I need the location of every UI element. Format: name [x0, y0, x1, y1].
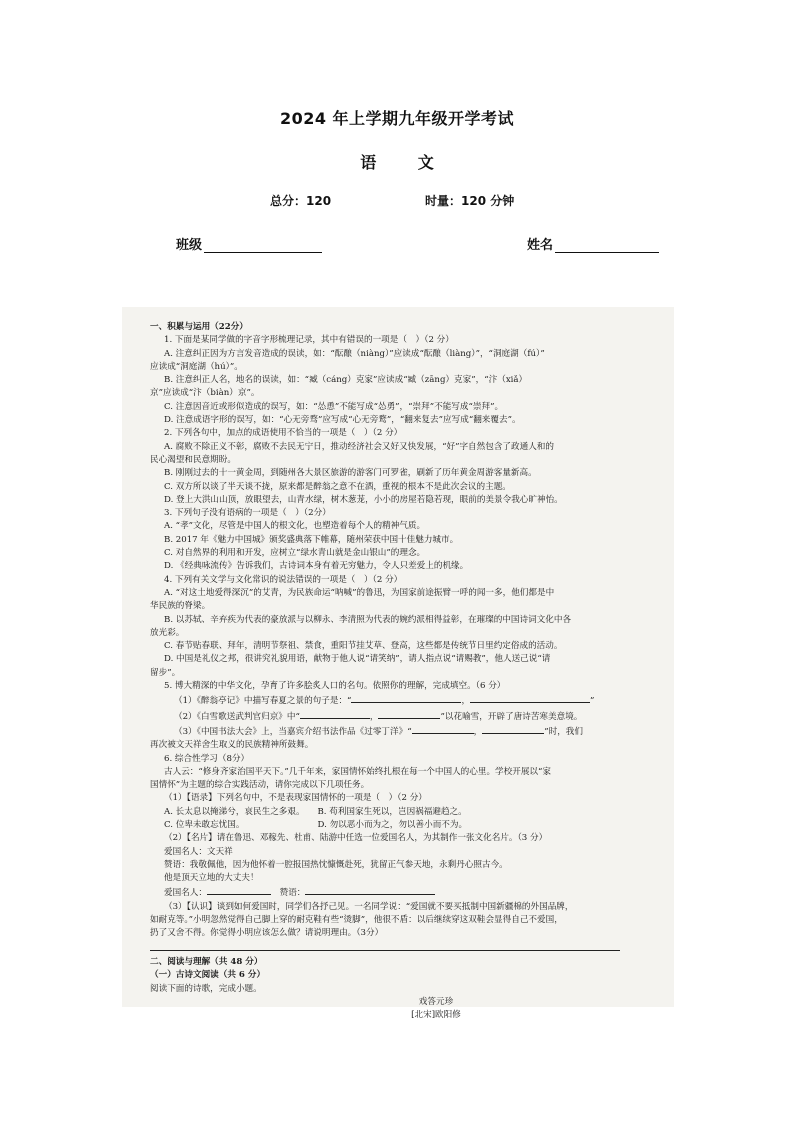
passage-line: 古人云：“修身齐家治国平天下。”几千年来，家国情怀始终扎根在每一个中国人的心里。学校开展以“家	[164, 766, 552, 777]
question-line: 4. 下列有关文学与文化常识的说法错误的一项是（ ）（2 分）	[164, 574, 403, 585]
option-line: B. 以苏轼、辛弃疾为代表的豪放派与以柳永、李清照为代表的婉约派相得益彰，在璀璨的中国诗词文化中各	[164, 614, 572, 625]
question-line: （3）【认识】谈到如何爱国时，同学们各抒己见。一名同学说：“爱国就不要买抵制中国新疆棉的外国品牌，	[164, 901, 574, 912]
option-line: B. 注意纠正人名，地名的误读，如：“臧（cáng）克家”应读成“臧（zāng）克家”，“汴（xiǎ）	[164, 375, 528, 386]
answer-blank[interactable]	[378, 709, 440, 719]
option-line: 民心渴望和民意期盼。	[150, 454, 236, 465]
option-line: C. 注意因音近或形似造成的误写，如：“怂恿”不能写成“怂勇”，“崇拜”不能写成“崇拜”。	[164, 401, 504, 412]
option-line: A. 注意纠正因为方言发音造成的误读，如：“酝酿（niàng）”应读成“酝酿（liàng）”，“洞庭湖（fú）”	[164, 348, 545, 359]
answer-blank[interactable]	[412, 724, 474, 734]
option-line: 华民族的脊梁。	[150, 601, 211, 612]
answer-blank[interactable]	[305, 885, 435, 895]
question-line: 3. 下列句子没有语病的一项是（ ）（2分）	[164, 508, 331, 519]
answer-blank[interactable]	[150, 941, 620, 951]
fill-blank-prompt: 赞语：	[279, 888, 306, 899]
option-line: D. 中国是礼仪之邦，很讲究礼貌用语，献物于他人说“请笑纳”，请人指点说“请赐教”，他人送己说“请	[164, 654, 551, 665]
exam-body	[150, 321, 662, 1022]
option-line: D. 登上大洪山山顶，放眼望去，山青水绿，树木葱茏，小小的房屋若隐若现，眼前的美景令我心旷神怡。	[164, 494, 563, 505]
fill-blank-line: （2）《白雪歌送武判官归京》中“ ， ”以花喻雪，开辟了唐诗苦寒美意境。	[150, 709, 662, 724]
fill-blank-prompt: （1）《醉翁亭记》中描写春夏之景的句子是：“	[174, 696, 352, 707]
option-line: C. 对自然界的利用和开发，应树立“绿水青山就是金山银山”的理念。	[164, 548, 426, 559]
question-line: 2. 下列各句中，加点的成语使用不恰当的一项是（ ）（2 分）	[164, 428, 403, 439]
option-line: B. 刚刚过去的十一黄金周，到随州各大景区旅游的游客门可罗雀，刷新了历年黄金周游客量新高。	[164, 468, 537, 479]
fill-blank-line: （3）《中国书法大会》上，当嘉宾介绍书法作品《过零丁洋》“ ， ”时，我们	[150, 724, 662, 739]
option-line: D. 注意成语字形的误写，如：“心无旁骛”应写成“心无旁鹜”，“翻来复去”应写成“翻来覆去”。	[164, 415, 521, 426]
passage-line: 如耐克等。”小明忽然觉得自己脚上穿的耐克鞋有些“烫脚”，他很不盾：以后继续穿这双鞋会显得自己不爱国，	[150, 915, 563, 926]
fill-blank-tail: ”以花喻雪，开辟了唐诗苦寒美意境。	[440, 711, 583, 722]
option-line: B. 2017 年《魅力中国城》颁奖盛典落下帷幕，随州荣获中国十佳魅力城市。	[164, 534, 459, 545]
fill-blank-line: （1）《醉翁亭记》中描写春夏之景的句子是：“ ， ”	[150, 693, 662, 708]
question-line: 6. 综合性学习（8分）	[164, 753, 250, 764]
poem-author: [北宋]欧阳修	[411, 1010, 461, 1021]
name-field	[527, 234, 659, 253]
fill-blank-tail: ”时，我们	[544, 726, 583, 737]
time-limit: 时量：120 分钟	[425, 194, 515, 208]
scanned-exam-page	[122, 307, 674, 1021]
passage-line: 爱国名人：文天祥	[164, 846, 233, 857]
answer-blank[interactable]	[300, 709, 370, 719]
answer-blank[interactable]	[482, 724, 544, 734]
fill-blank-prompt: （3）《中国书法大会》上，当嘉宾介绍书法作品《过零丁洋》“	[174, 726, 412, 737]
question-line: （2）【名片】请在鲁迅、邓稼先、杜甫、陆游中任选一位爱国名人，为其制作一张文化名片。（3 分）	[164, 833, 548, 844]
passage-line: 赞语：我敬佩他，因为他怀着一腔报国热忱慷慨赴死，犹留正气参天地，永剩丹心照古今。	[164, 859, 508, 870]
answer-blank[interactable]	[207, 885, 271, 895]
option-line: C. 春节贴春联、拜年，清明节祭祖、禁食，重阳节挂艾草、登高，这些都是传统节日里约定俗成的活动。	[164, 641, 563, 652]
question-line: （1）【语录】下列名句中，不是表现家国情怀的一项是（ ）（2 分）	[164, 793, 427, 804]
exam-title: 2024 年上学期九年级开学考试	[279, 109, 515, 128]
answer-line	[150, 941, 662, 956]
class-field	[176, 234, 322, 253]
passage-line: 扔了又舍不得。你觉得小明应该怎么做？请说明理由。（3分）	[150, 928, 384, 939]
section-heading: 一、积累与运用（22分）	[150, 322, 248, 332]
fill-blank-tail: 再次被文天祥舍生取义的民族精神所鼓舞。	[150, 740, 314, 751]
name-blank[interactable]	[555, 238, 659, 253]
option-line: 京”应读成“汴（biàn）京”。	[150, 388, 260, 399]
option-line: A. “对这土地爱得深沉”的艾青，为民族命运“呐喊”的鲁迅，为国家前途振臂一呼的闻一多，他们都是中	[164, 587, 555, 598]
total-score: 总分：120	[270, 194, 332, 208]
instruction-line: 阅读下面的诗歌，完成小题。	[150, 983, 262, 994]
option-line: A. 腐败不除正义不彰，腐败不去民无宁日，推动经济社会又好又快发展，“好”字自然包含了政通人和的	[164, 441, 554, 452]
name-label: 姓名	[527, 238, 554, 253]
question-line: 1. 下面是某同学做的字音字形梳理记录，其中有错误的一项是（ ）（2 分）	[164, 335, 454, 346]
option-line: A. 长太息以掩涕兮，哀民生之多艰。 B. 苟利国家生死以，岂因祸福避趋之。	[164, 806, 467, 817]
answer-blank[interactable]	[351, 693, 461, 703]
passage-line: 他是顶天立地的大丈夫！	[164, 873, 259, 884]
option-line: 应读成“洞庭湖（hú）”。	[150, 361, 243, 372]
option-line: C. 位卑未敢忘忧国。 D. 勿以恶小而为之，勿以善小而不为。	[164, 819, 468, 830]
class-label: 班级	[176, 238, 203, 253]
option-line: C. 双方所以谈了半天谈不拢，原来都是醉翁之意不在酒，重视的根本不是此次会议的主题。	[164, 481, 511, 492]
fill-blank-prompt: 爱国名人：	[164, 888, 207, 899]
fill-blank-line	[150, 885, 662, 900]
answer-blank[interactable]	[470, 693, 590, 703]
subject-title: 语 文	[360, 153, 452, 172]
option-line: D. 《经典咏流传》告诉我们，古诗词本身有着无穷魅力，令人只差爱上的机缘。	[164, 561, 469, 572]
passage-line: 国情怀”为主题的综合实践活动，请你完成以下几项任务。	[150, 780, 370, 791]
subsection-heading: （一）古诗文阅读（共 6 分）	[150, 970, 266, 981]
option-line: A. “孝”文化，尽管是中国人的根文化，也塑造着每个人的精神气质。	[164, 521, 426, 532]
section-heading: 二、阅读与理解（共 48 分）	[150, 956, 263, 967]
poem-title: 戏答元珍	[418, 996, 454, 1007]
class-blank[interactable]	[204, 238, 322, 253]
option-line: 留步”。	[150, 667, 181, 678]
fill-blank-prompt: （2）《白雪歌送武判官归京》中“	[174, 711, 300, 722]
question-line: 5. 博大精深的中华文化，孕育了许多脍炙人口的名句。依照你的理解，完成填空。（6 分）	[164, 681, 506, 692]
option-line: 放光彩。	[150, 627, 185, 638]
